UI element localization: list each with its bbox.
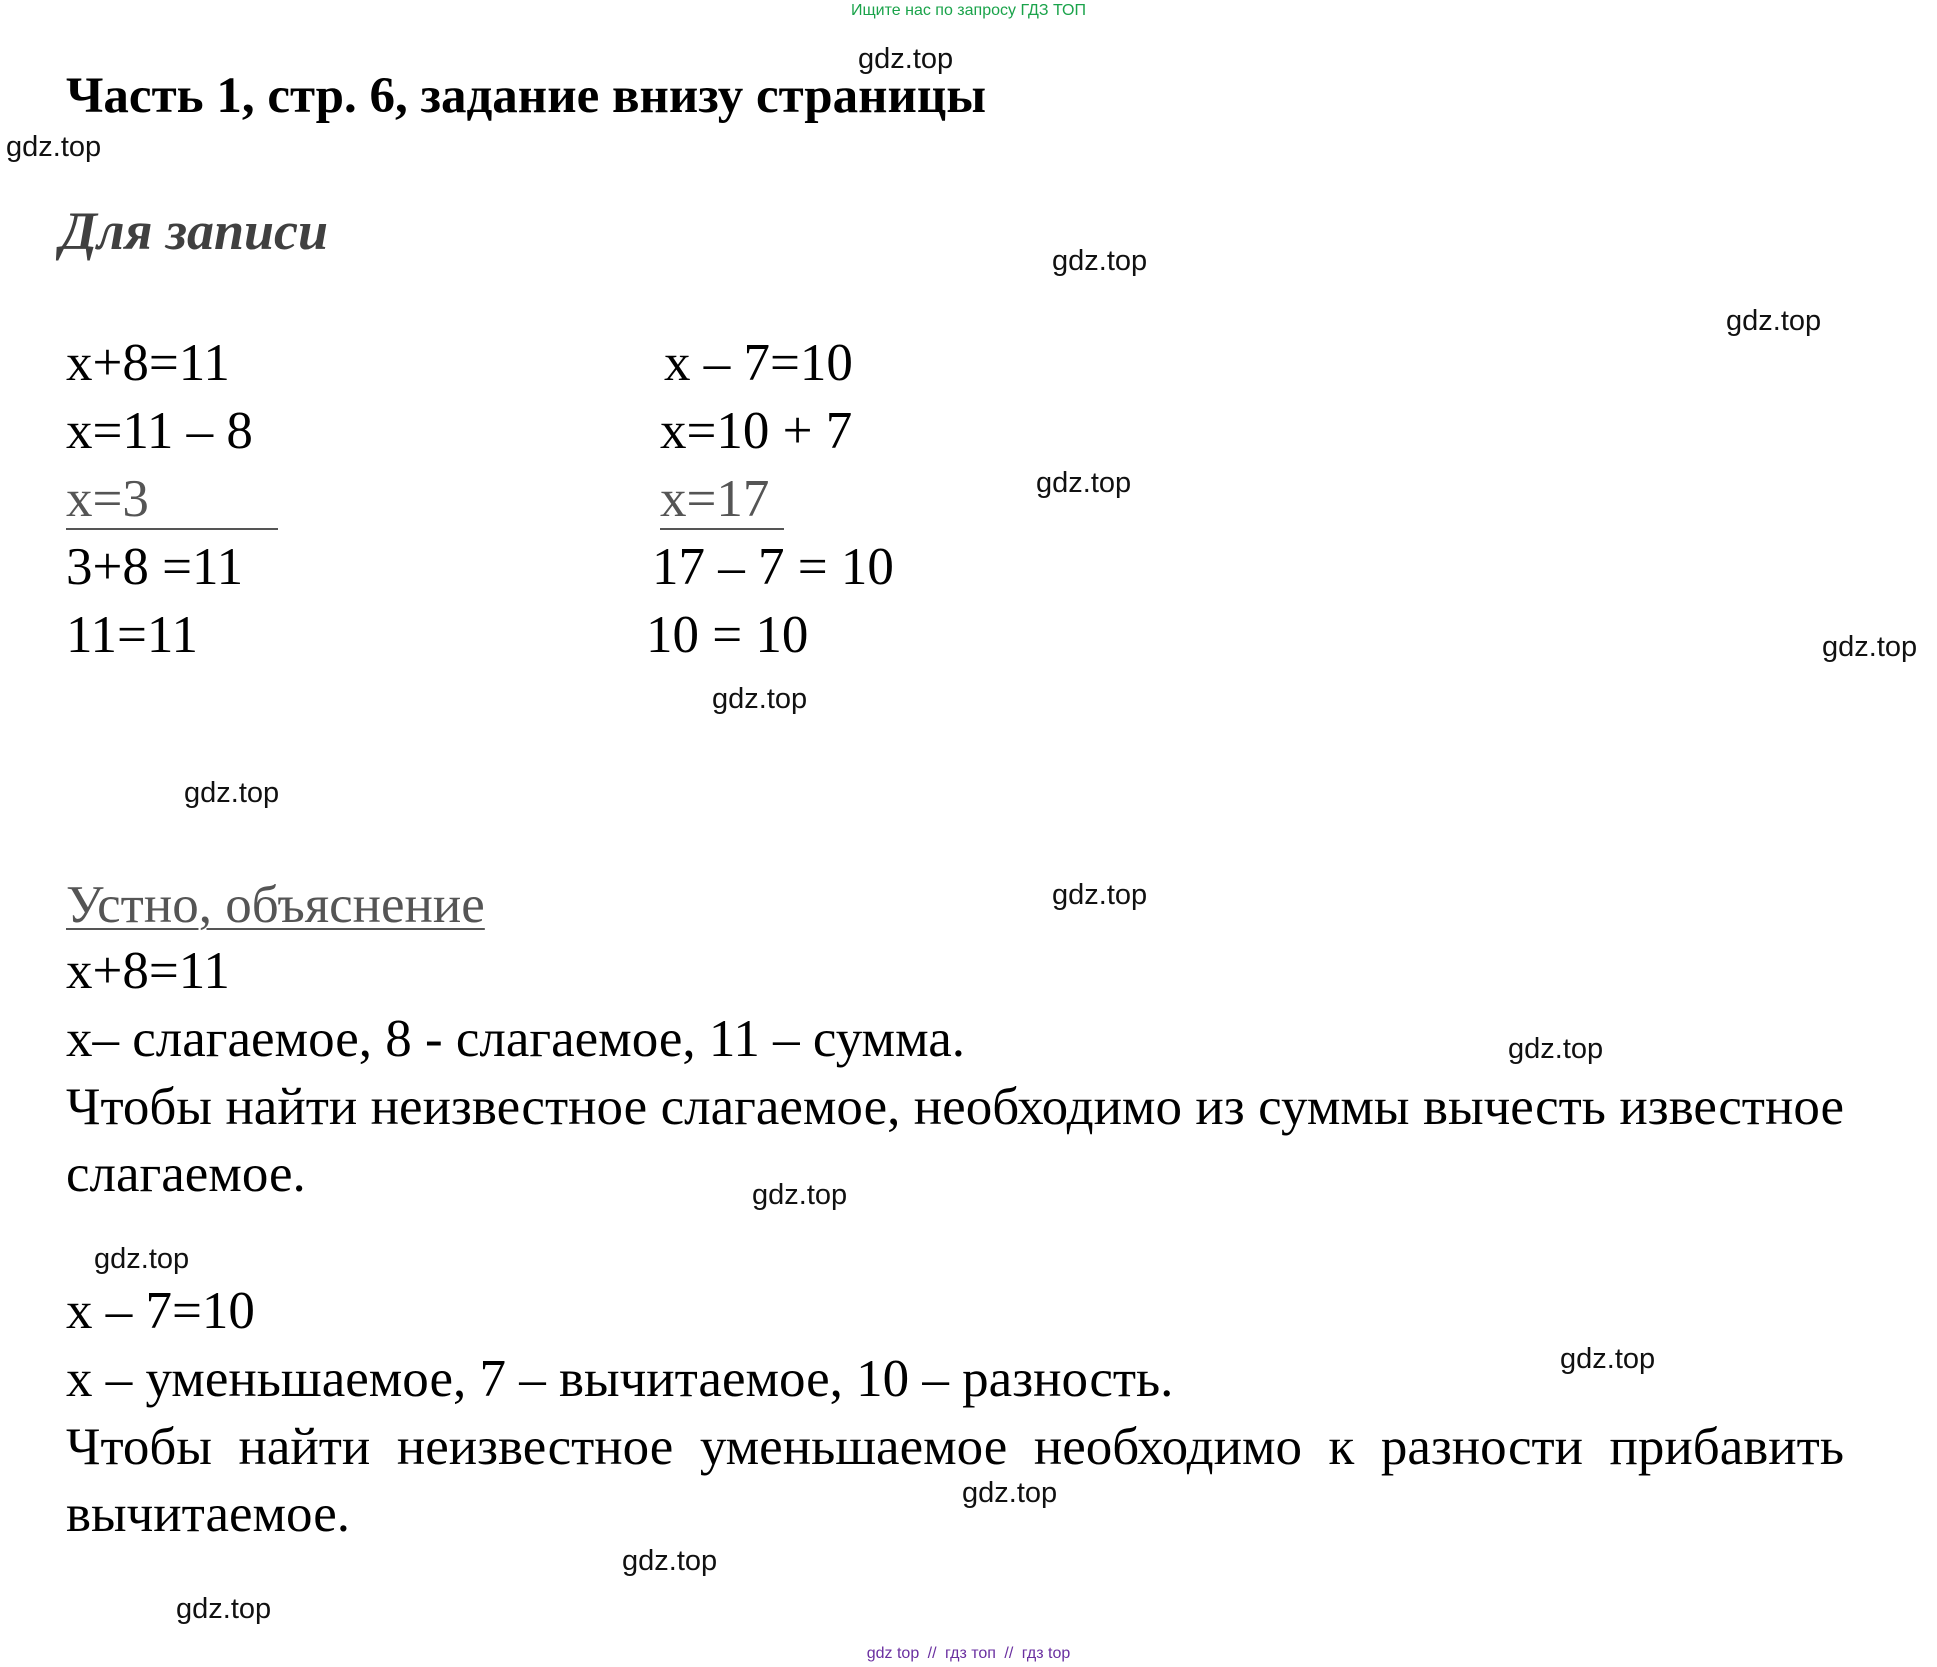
bottom-banner-link-3[interactable]: гдз top (1021, 1645, 1071, 1662)
right-equation-3-result: x=17 (660, 470, 770, 528)
oral-definition-1: x– слагаемое, 8 - слагаемое, 11 – сумма. (66, 1010, 966, 1068)
right-result-underline (660, 528, 784, 530)
watermark: gdz.top (752, 1179, 848, 1211)
watermark: gdz.top (1052, 245, 1148, 277)
watermark: gdz.top (1052, 879, 1148, 911)
watermark: gdz.top (622, 1545, 718, 1577)
watermark: gdz.top (1560, 1343, 1656, 1375)
left-equation-2: x=11 – 8 (66, 402, 253, 460)
watermark: gdz.top (94, 1243, 190, 1275)
watermark: gdz.top (712, 683, 808, 715)
watermark: gdz.top (858, 43, 954, 75)
watermark: gdz.top (176, 1593, 272, 1625)
page-title: Часть 1, стр. 6, задание внизу страницы (66, 68, 987, 124)
oral-rule-1: Чтобы найти неизвестное слагаемое, необходимо из суммы вычесть известное слагаемое. (66, 1078, 1844, 1203)
bottom-banner-link-2[interactable]: гдз топ (945, 1645, 996, 1662)
section-title-for-writing: Для записи (60, 201, 329, 261)
left-check-2: 11=11 (66, 606, 198, 664)
oral-rule-2: Чтобы найти неизвестное уменьшаемое необходимо к разности прибавить вычитаемое. (66, 1418, 1844, 1543)
oral-section-title: Устно, объяснение (66, 876, 485, 934)
left-equation-1: x+8=11 (66, 334, 230, 392)
oral-equation-1: x+8=11 (66, 942, 230, 1000)
bottom-banner[interactable] (0, 1644, 1937, 1664)
right-check-1: 17 – 7 = 10 (652, 538, 894, 596)
watermark: gdz.top (1822, 631, 1918, 663)
left-check-1: 3+8 =11 (66, 538, 244, 596)
watermark: gdz.top (962, 1477, 1058, 1509)
watermark: gdz.top (1508, 1033, 1604, 1065)
watermark: gdz.top (6, 131, 102, 163)
top-banner[interactable]: Ищите нас по запросу ГДЗ ТОП (851, 2, 1086, 19)
bottom-banner-separator: // (927, 1645, 937, 1662)
bottom-banner-link-1[interactable]: gdz top (866, 1645, 920, 1662)
oral-equation-2: x – 7=10 (66, 1282, 255, 1340)
watermark: gdz.top (1036, 467, 1132, 499)
bottom-banner-separator: // (1004, 1645, 1014, 1662)
left-result-underline (66, 528, 278, 530)
watermark: gdz.top (1726, 305, 1822, 337)
right-equation-1: x – 7=10 (664, 334, 853, 392)
watermark: gdz.top (184, 777, 280, 809)
right-check-2: 10 = 10 (646, 606, 809, 664)
left-equation-3-result: x=3 (66, 470, 149, 528)
right-equation-2: x=10 + 7 (660, 402, 853, 460)
oral-definition-2: x – уменьшаемое, 7 – вычитаемое, 10 – разность. (66, 1350, 1174, 1408)
